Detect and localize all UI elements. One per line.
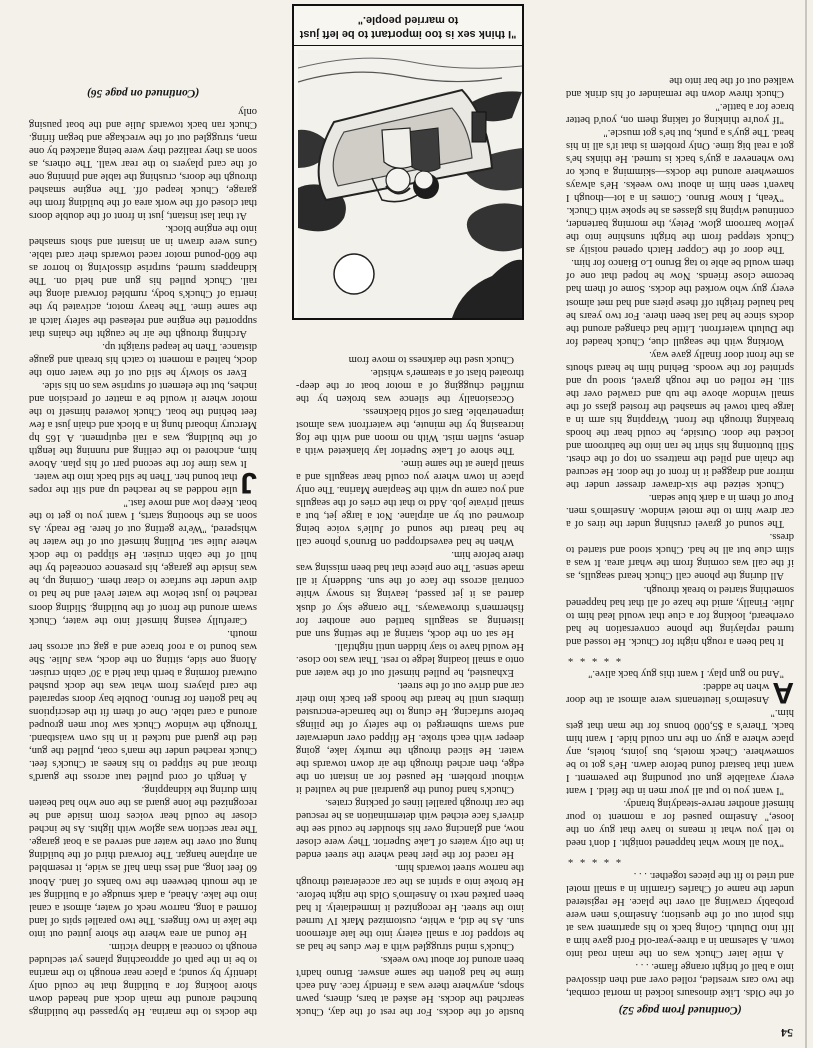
paragraph: [29, 466, 257, 500]
paragraph: The sound of gravel crushing under the tires of a car drew him to the motel window. Anselmo's men. Four of them in a dark blue sedan.: [566, 492, 794, 530]
paragraph: Carefully easing himself into the water, Chuck swam around the front of the building. Sliding doors reached to just below the water level and he had to dive under the surface to clear them. Coming up, he was inside the garage, his presence concealed by the hull of the cabin cruiser. He slipped to the dock where Julie sat. Pulling himself out of the water he whispered, "We're getting out of here. Be ready. As soon as the shooting starts, I want you to get to the boat. Keep low and move fast.": [29, 497, 257, 626]
paragraph: the docks to the marina. He bypassed the buildings bunched around the main dock and headed down shore looking for a building that he could only identify by sound; a place near enough to the marina to be in the path of approaching planes yet secluded enough to conceal a kidnap victim.: [29, 940, 257, 1017]
article-column-1: [566, 28, 794, 1018]
paragraph: He raced for the pier head where the street ended in the oily waters of Lake Superior. They were closer now, and glancing over his shoulder he could see the driver's face etched with determination as he rescued the car through parallel lines of packing crates.: [296, 797, 524, 861]
paragraph: The door of the Copper Hatch opened noisily as Chuck stepped from the bright sunshine into the yellow barroom glow. Petey, the morning bartender, continued wiping his glasses as he spoke with Chuck.: [566, 205, 794, 256]
paragraph: Chuck threw down the remainder of his drink and walked out of the bar into the: [566, 74, 794, 99]
paragraph: bustle of the docks. For the rest of the day, Chuck searched the docks. He asked at bars, diners, pawn shops, anywhere there was a friendly face. And each time he had gotten the same answer. Bruno hadn't been around for about two weeks.: [296, 953, 524, 1017]
paragraph: "Yeah, I know Bruno. Comes in a lot—though I haven't seen him in about two weeks. He's always somewhere around the docks—skimming a buck or two whenever a guy's back is turned. He thinks he's got a real big time. Only problem is that it's all in his head. The guy's a punk, but he's got muscle.": [566, 126, 794, 204]
paragraph: [566, 675, 794, 709]
paragraph: It had been a rough night for Chuck. He tossed and turned replaying the phone conversation he had overheard, looking for a clue that would lead him to Julie. Finally, amid the haze of all that had happened something started to break through.: [566, 583, 794, 647]
paragraph: of the Olds. Like dinosaurs locked in mortal combat, the two cars wrestled, rolled over and then dissolved into a ball of bright orange flame. . . .: [566, 960, 794, 998]
paragraph: At that last instant, just in front of the double doors that closed off the work area of the building from the garage, Chuck leaped off. The engine smashed through the doors, crushing the table and pinning one of the card players to the rear wall. The others, as soon as they realized they were being attacked by one man, struggled out of the wreckage and began firing. Chuck ran back towards Julie and the boat pausing only: [29, 105, 257, 222]
section-break: * * * * *: [566, 651, 622, 663]
article-column-2: [296, 323, 524, 1018]
drop-cap: J: [240, 466, 257, 500]
paragraph: Arching through the air he caught the chains that supported the engine and released the safety latch at the same time. The heavy motor, activated by the inertia of Chuck's body, rumbled forward along the rail. Chuck pulled his gun and held on. The kidnappers turned, surprise dissolving to horror as the 600-pound motor raced towards their card table. Guns were drawn in an instant and shots smashed into the engine block.: [29, 223, 257, 339]
paragraph: A mile later Chuck was on the main road into town. A salesman in a three-year-old Ford gave him a lift into Duluth. Going back to his apartment was at this point out of the question; Anselmo's men were probably crawling all over the place. He registered under the name of Charles Gramlin in a small motel and tried to fit the pieces together. . . .: [566, 869, 794, 959]
paragraph: He found an area where the shore jutted out into the lake in two fingers. The two parallel spits of land formed a long, narrow neck of water, almost a canal into the lake. Ahead, a dark smudge of a building sat at the mouth between the two banks of land. About 60 feet long, and less than half as wide, it resembled an airplane hangar. The forward third of the building hung out over the water and served as a boat garage. The rear section was aglow with lights. As he inched closer he could hear voices from inside and he recognized the lone guard as the one who had beaten him during the kidnapping.: [29, 784, 257, 939]
paragraph: "If you're thinking of taking them on, you'd better brace for a battle.": [566, 100, 794, 125]
paragraph: He sat on the dock, staring at the setting sun and listening as seagulls battled one another for fishermen's throwaways. The orange sky of dusk darted as it jet passed, leaving its snowy white contrail across the face of the sun. Suddenly it all made sense. The one piece that had been missing was there before him.: [296, 549, 524, 639]
paragraph: "I want you to put all your men in the field. I want every available gun out pounding the pavement. I want that bastard found before dawn. He's got to be somewhere. Check motels, bus joints, hotels, any place where a guy on the run could hide. I want him back. There's a $5,000 bonus for the man that gets him.": [566, 706, 794, 797]
continued-from-note: (Continued from page 52): [618, 1004, 742, 1016]
continued-on-note: (Continued on page 56): [86, 86, 200, 99]
paragraph: Ever so slowly he slid out of the water onto the dock, halted a moment to catch his breath and gauge distance. Then he leaped straight up.: [29, 340, 257, 378]
section-break: * * * * *: [566, 853, 622, 865]
paragraph: Exhausted, he pulled himself out of the water and onto a small loading ledge to rest. That was too close. He would have to stay hidden until nightfall.: [296, 640, 524, 678]
paragraph: It was time for the second part of his plan. Above him, anchored to the ceiling and running the length of the building, was a rail equipment. A 165 hp Mercury inboard hung in a block and chain just a few feet behind the boat. Chuck lowered himself to the motor where it would be a matter of precision and inches, but the element of surprise was on his side.: [29, 379, 257, 470]
paragraph: "You all know what happened tonight. I don't need to tell you what it means to have that guy on the loose," Anselmo paused for a moment to pour himself another nerve-steadying brandy.: [566, 798, 794, 849]
cartoon-illustration: [292, 4, 524, 320]
paragraph: The shore of Lake Superior lay blanketed with a dense, sullen mist. With no moon and with the fog increasing by the minute, the waterfront was almost impenetrable. Bars of solid blackness.: [296, 405, 524, 456]
paragraph: Working with the seagull clue, Chuck headed for the Duluth waterfront. Little had changed around the docks since he had last been there. For two years he had hauled freight off these piers and had met almost every guy who worked the docks. Some of them had become close friends. Now he hoped that one of them would be able to tag Bruno Lo Bianco for him.: [566, 257, 794, 347]
page-number: 54: [781, 1026, 793, 1040]
paragraph: Chuck seized the six-drawer dresser under the mirror and dragged it in front of the door. He secured the chain and piled the mattress on top of the chest. Still buttoning his shirt he ran into the bathroom and locked the door. Outside, he could hear the hoods breaking through the front. Wrapping his arm in a large bath towel he smashed the frosted glass of the small window above the tub and crawled over the sill. He rolled on the rough gravel, stood up and sprinted for the woods. Behind him he heard shouts as the front door finally gave way.: [566, 348, 794, 491]
paragraph: Chuck used the darkness to move from: [348, 353, 514, 365]
cartoon-drawing: [298, 50, 522, 318]
paragraph: Occasionally the silence was broken by the muffled chugging of a motor boat or the deep-throated blast of a steamer's whistle.: [296, 366, 524, 404]
paragraph: Chuck's hand found the guardrail and he vaulted it without problem. He paused for an instant on the edge, then arched through the air down towards the water. He sliced through the murky lake, going deeper with each stroke. He flipped over underwater and swam submerged to the safety of the pilings before surfacing. He clung to the barnacle-encrusted timbers until he heard the hoods get back into their car and drive out of the street.: [296, 679, 524, 796]
paragraph: A length of cord pulled taut across the guard's throat and he slipped to his knees at Chuck's feet. Chuck reached under the man's coat, pulled the gun, tied the guard and tucked it in his own waistband. Through the window Chuck saw four men grouped around a card table. One of them fit the descriptions he had gotten for Bruno. Double bay doors separated the card players from what was the dock pushed outward forming a berth that held a 30' cabin cruiser. Along one side, sitting on the dock, was Julie. She was bound to a roof brace and a gag cut across her mouth.: [29, 627, 257, 783]
paragraph: Chuck's mind struggled with a few clues he had as he stopped for a small eatery into the late afternoon sun. As he did, a white, customized Mark IV turned into the street. He recognized it immediately. It had been parked next to Anselmo's Olds the night before. He broke into a sprint as the car accelerated through the narrow street towards him.: [296, 862, 524, 952]
paragraph-text: ulie nodded as he reached up and slit the ropes that bound her. Then he slid back into the water.: [29, 471, 238, 496]
paragraph-text: Anselmo's lieutenants were almost at the door when he added:: [566, 680, 770, 705]
paragraph: When he had eavesdropped on Bruno's phone call he had heard the sound of Julie's voice being drowned out by an airplane. Not a large jet, but a small private job. Add to that the cries of the seagulls and you came up with the Seaplane Marina. The only place in town where you could hear seagulls and a small plane at the same time.: [296, 458, 524, 548]
article-column-3: [29, 28, 257, 1018]
cartoon-caption: "I think sex is too important to be left just to married people.": [294, 6, 522, 46]
paragraph: "And no gun play. I want this guy back alive.": [588, 667, 784, 679]
paragraph: All during the phone call Chuck heard seagulls, as if the call was coming from the wharf area. It was a slim clue but all he had. Chuck stood and started to dress.: [566, 531, 794, 582]
drop-cap: A: [772, 675, 794, 709]
